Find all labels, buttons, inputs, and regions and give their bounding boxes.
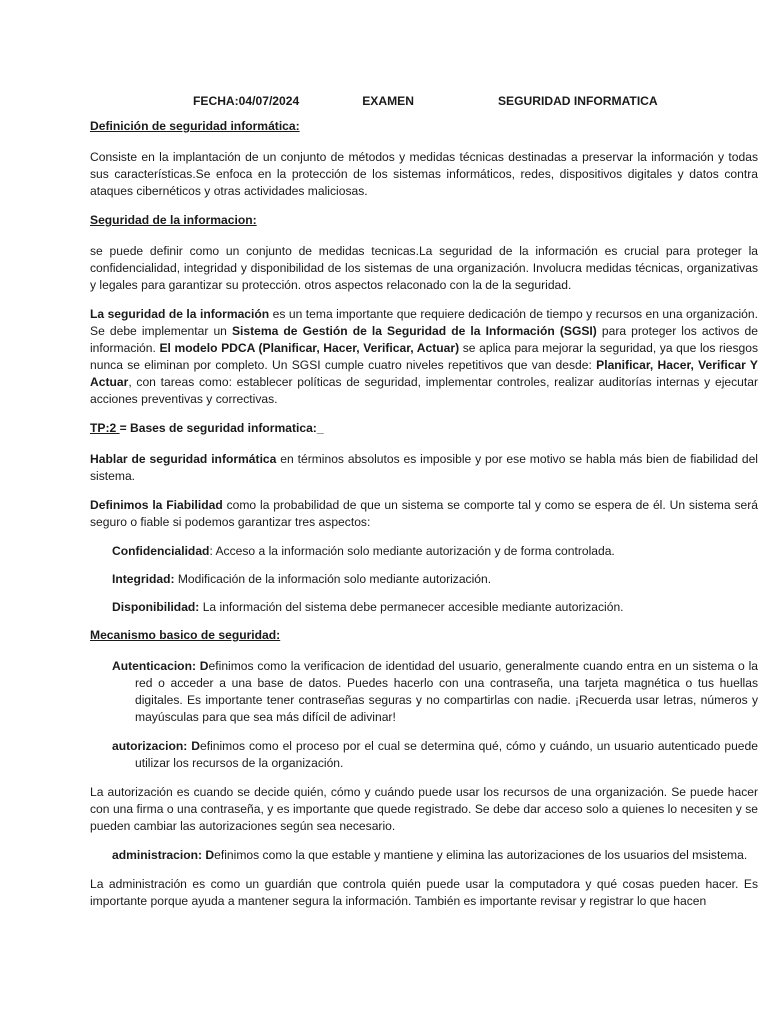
- bold-text: El modelo PDCA (Planificar, Hacer, Verificar, Actuar): [159, 341, 460, 355]
- item-desc: efinimos como la que estable y mantiene y elimina las autorizaciones de los usuarios del msistema.: [214, 848, 748, 862]
- heading-tp2: [90, 420, 758, 437]
- text: se aplica para mejorar la seguridad, ya que los riesgos nunca se eliminan por completo. Un SGSI cumple cuatro niveles repetitivos que van desde:: [90, 341, 759, 372]
- item-term: Autenticacion: D: [112, 659, 209, 673]
- item-autenticacion: [90, 658, 758, 726]
- aspect-term: Integridad:: [112, 572, 175, 586]
- bold-text: Planificar, Hacer, Verificar Y Actuar: [90, 358, 758, 389]
- text: para proteger los activos de información.: [90, 324, 758, 355]
- tp-title: = Bases de seguridad informatica:_: [119, 421, 324, 435]
- item-desc: efinimos como la verificacion de identidad del usuario, generalmente cuando entra en un sistema o la red o acceder a una base de datos. Puedes hacerlo con una contraseña, una tarjeta magnética o tus huellas digitales. Es importante tener contraseñas seguras y no compartirlas con nadie. ¡Recuerda usar letras, números y mayúsculas para que sea más difícil de adivinar!: [135, 659, 758, 724]
- paragraph-hablar: [90, 451, 758, 485]
- aspect-desc: La información del sistema debe permanecer accesible mediante autorización.: [199, 600, 624, 614]
- paragraph-definicion: Consiste en la implantación de un conjunto de métodos y medidas técnicas destinadas a preservar la información y todas sus características.Se enfoca en la protección de los sistemas informáticos, redes, dispositivos digitales y datos contra ataques cibernéticos y otras actividades maliciosas.: [90, 150, 758, 198]
- item-autorizacion: [90, 738, 758, 772]
- item-term: autorizacion: D: [112, 739, 200, 753]
- tp-label: TP:2: [90, 421, 120, 435]
- heading-mecanismo: Mecanismo basico de seguridad:: [90, 628, 281, 642]
- text: en términos absolutos es imposible y por ese motivo se habla más bien de fiabilidad del sistema.: [90, 452, 758, 483]
- paragraph-fiabilidad: [90, 497, 758, 531]
- header-date: FECHA:04/07/2024: [193, 94, 300, 108]
- paragraph-sgsi: [90, 306, 758, 408]
- header-exam: EXAMEN: [362, 94, 414, 108]
- aspect-disponibilidad: [90, 599, 758, 616]
- header-subject: SEGURIDAD INFORMATICA: [497, 94, 658, 108]
- paragraph-seguridad-informacion: se puede definir como un conjunto de medidas tecnicas.La seguridad de la información es crucial para proteger la confidencialidad, integridad y disponibilidad de los sistemas de una organización. Involucra medidas técnicas, organizativas y legales para garantizar su protección. otros aspectos relaconado con la de la seguridad.: [90, 244, 758, 292]
- paragraph-administracion: La administración es como un guardián que controla quién puede usar la computadora y qué cosas pueden hacer. Es importante porque ayuda a mantener segura la información. También es importante revisar y registrar lo que hacen: [90, 877, 758, 908]
- bold-text: Definimos la Fiabilidad: [90, 498, 223, 512]
- bold-text: La seguridad de la información: [90, 307, 270, 321]
- aspect-confidencialidad: [90, 543, 758, 560]
- heading-seguridad-informacion: Seguridad de la informacion:: [90, 213, 257, 227]
- text: , con tareas como: establecer políticas de seguridad, implementar controles, realizar auditorías internas y ejecutar acciones preventivas y correctivas.: [90, 375, 758, 406]
- bold-text: Sistema de Gestión de la Seguridad de la Información (SGSI): [231, 324, 597, 338]
- aspect-term: Disponibilidad:: [112, 600, 200, 614]
- item-administracion: [90, 847, 758, 864]
- text: es un tema importante que requiere dedicación de tiempo y recursos en una organización. Se debe implementar un: [90, 307, 758, 338]
- item-term: administracion: D: [112, 848, 215, 862]
- aspect-term: Confidencialidad: [112, 544, 210, 558]
- document-page: [90, 93, 758, 922]
- document-header: [90, 93, 758, 110]
- aspect-desc: : Acceso a la información solo mediante autorización y de forma controlada.: [209, 544, 615, 558]
- aspect-integridad: [90, 571, 758, 588]
- text: como la probabilidad de que un sistema se comporte tal y como se espera de él. Un sistema será seguro o fiable si podemos garantizar tres aspectos:: [90, 498, 758, 529]
- heading-definicion: Definición de seguridad informática:: [90, 119, 300, 133]
- bold-text: Hablar de seguridad informática: [90, 452, 277, 466]
- aspect-desc: Modificación de la información solo mediante autorización.: [174, 572, 492, 586]
- paragraph-autorizacion: La autorización es cuando se decide quién, cómo y cuándo puede usar los recursos de una organización. Se puede hacer con una firma o una contraseña, y es importante que quede registrado. Se debe dar acceso solo a quienes lo necesiten y se pueden cambiar las autorizaciones según sea necesario.: [90, 785, 758, 833]
- item-desc: efinimos como el proceso por el cual se determina qué, cómo y cuándo, un usuario autenticado puede utilizar los recursos de la organización.: [135, 739, 758, 770]
